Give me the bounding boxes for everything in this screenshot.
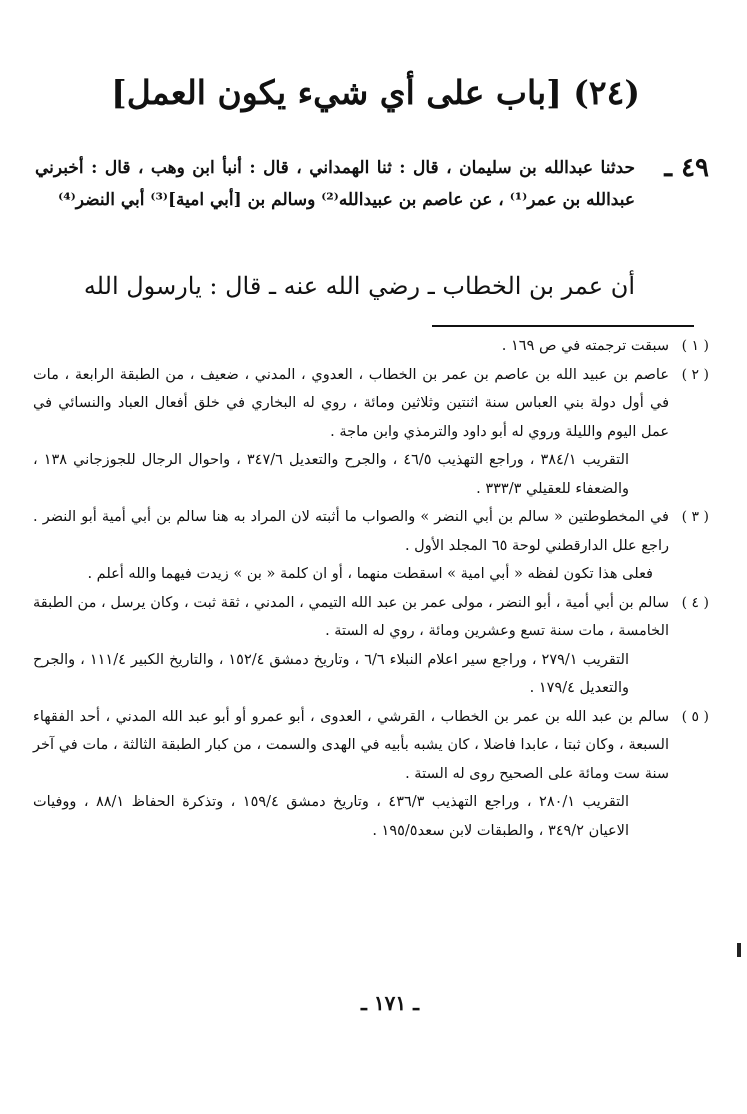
footnote-references: التقريب ٣٨٤/١ ، وراجع التهذيب ٤٦/٥ ، والجرح والتعديل ٣٤٧/٦ ، واحوال الرجال للجوزجاني ١٣٨ ، والضعفاء للعقيلي ٣٣٣/٣ . — [33, 452, 629, 497]
footnote-number: ( ٤ ) — [681, 594, 709, 611]
footnote-text: فعلى هذا تكون لفظه « أبي امية » اسقطت منهما ، أو ان كلمة « بن » زيدت فيهما والله أعلم . — [87, 566, 653, 582]
footnote-number: ( ٢ ) — [681, 366, 709, 383]
footnote-number: ( ٥ ) — [681, 708, 709, 725]
footnote-4 — [33, 589, 709, 703]
footnote-2 — [33, 361, 709, 504]
footnote-text: في المخطوطتين « سالم بن أبي النضر » والصواب ما أثبته لان المراد به هنا سالم بن أبي أمية أبو النضر . راجع علل الدارقطني لوحة ٦٥ المجلد الأول . — [33, 509, 669, 554]
footnote-text: سالم بن أبي أمية ، أبو النضر ، مولى عمر بن عبد الله التيمي ، المدني ، ثقة ثبت ، وكان يرسل ، من الطبقة الخامسة ، مات سنة تسع وعشرين ومائة ، روي له الستة . — [33, 594, 669, 639]
hadith-matn: أن عمر بن الخطاب ـ رضي الله عنه ـ قال : يارسول الله — [83, 272, 635, 300]
page-number: ـ ١٧١ ـ — [361, 991, 419, 1015]
footnote-number: ( ١ ) — [681, 338, 709, 354]
footnote-1 — [33, 332, 709, 361]
footnote-references: التقريب ٢٨٠/١ ، وراجع التهذيب ٤٣٦/٣ ، وتاريخ دمشق ١٥٩/٤ ، وتذكرة الحفاظ ٨٨/١ ، ووفيات الاعيان ٣٤٩/٢ ، والطبقات لابن سعد١٩٥/٥ . — [33, 794, 629, 839]
scan-edge-mark — [737, 943, 741, 957]
footnote-3 — [33, 503, 709, 589]
footnote-number: ( ٣ ) — [681, 509, 709, 525]
footnotes — [33, 332, 709, 845]
footnote-references: التقريب ٢٧٩/١ ، وراجع سير اعلام النبلاء ٦/٦ ، وتاريخ دمشق ١٥٢/٤ ، والتاريخ الكبير ١١١/٤ ، والجرح والتعديل ١٧٩/٤ . — [33, 651, 630, 696]
hadith-number: ٤٩ ـ — [664, 153, 709, 183]
footnote-separator — [432, 325, 694, 327]
chapter-title: (٢٤) [باب على أي شيء يكون العمل] — [111, 73, 640, 112]
footnote-5 — [33, 703, 709, 846]
footnote-text: عاصم بن عبيد الله بن عاصم بن عمر بن الخطاب ، العدوي ، المدني ، ضعيف ، من الطبقة الرابعة ، مات في أول دولة بني العباس سنة اثنتين وثلاثين ومائة ، روي له البخاري في خلق أفعال العباد والنسائي في عمل اليوم والليلة وروي له أبو داود والترمذي وابن ماجة . — [33, 366, 669, 440]
footnote-text: سبقت ترجمته في ص ١٦٩ . — [501, 338, 669, 354]
footnote-text: سالم بن عبد الله بن عمر بن الخطاب ، القرشي ، العدوى ، أبو عمرو أو أبو عبد الله المدني ، أحد الفقهاء السبعة ، وكان ثبتا ، عابدا فاضلا ، كان يشبه بأبيه في الهدى والسمت ، من كبار الطبقة الثالثة ، مات في آخر سنة ست ومائة على الصحيح روى له الستة . — [33, 708, 669, 782]
hadith-isnad: حدثنا عبدالله بن سليمان ، قال : ثنا الهمداني ، قال : أنبأ ابن وهب ، قال : أخبرني عبدالله بن عمر⁽¹⁾ ، عن عاصم بن عبيدالله⁽²⁾ وسالم بن [أبي امية]⁽³⁾ أبي النضر⁽⁴⁾ — [35, 158, 635, 210]
